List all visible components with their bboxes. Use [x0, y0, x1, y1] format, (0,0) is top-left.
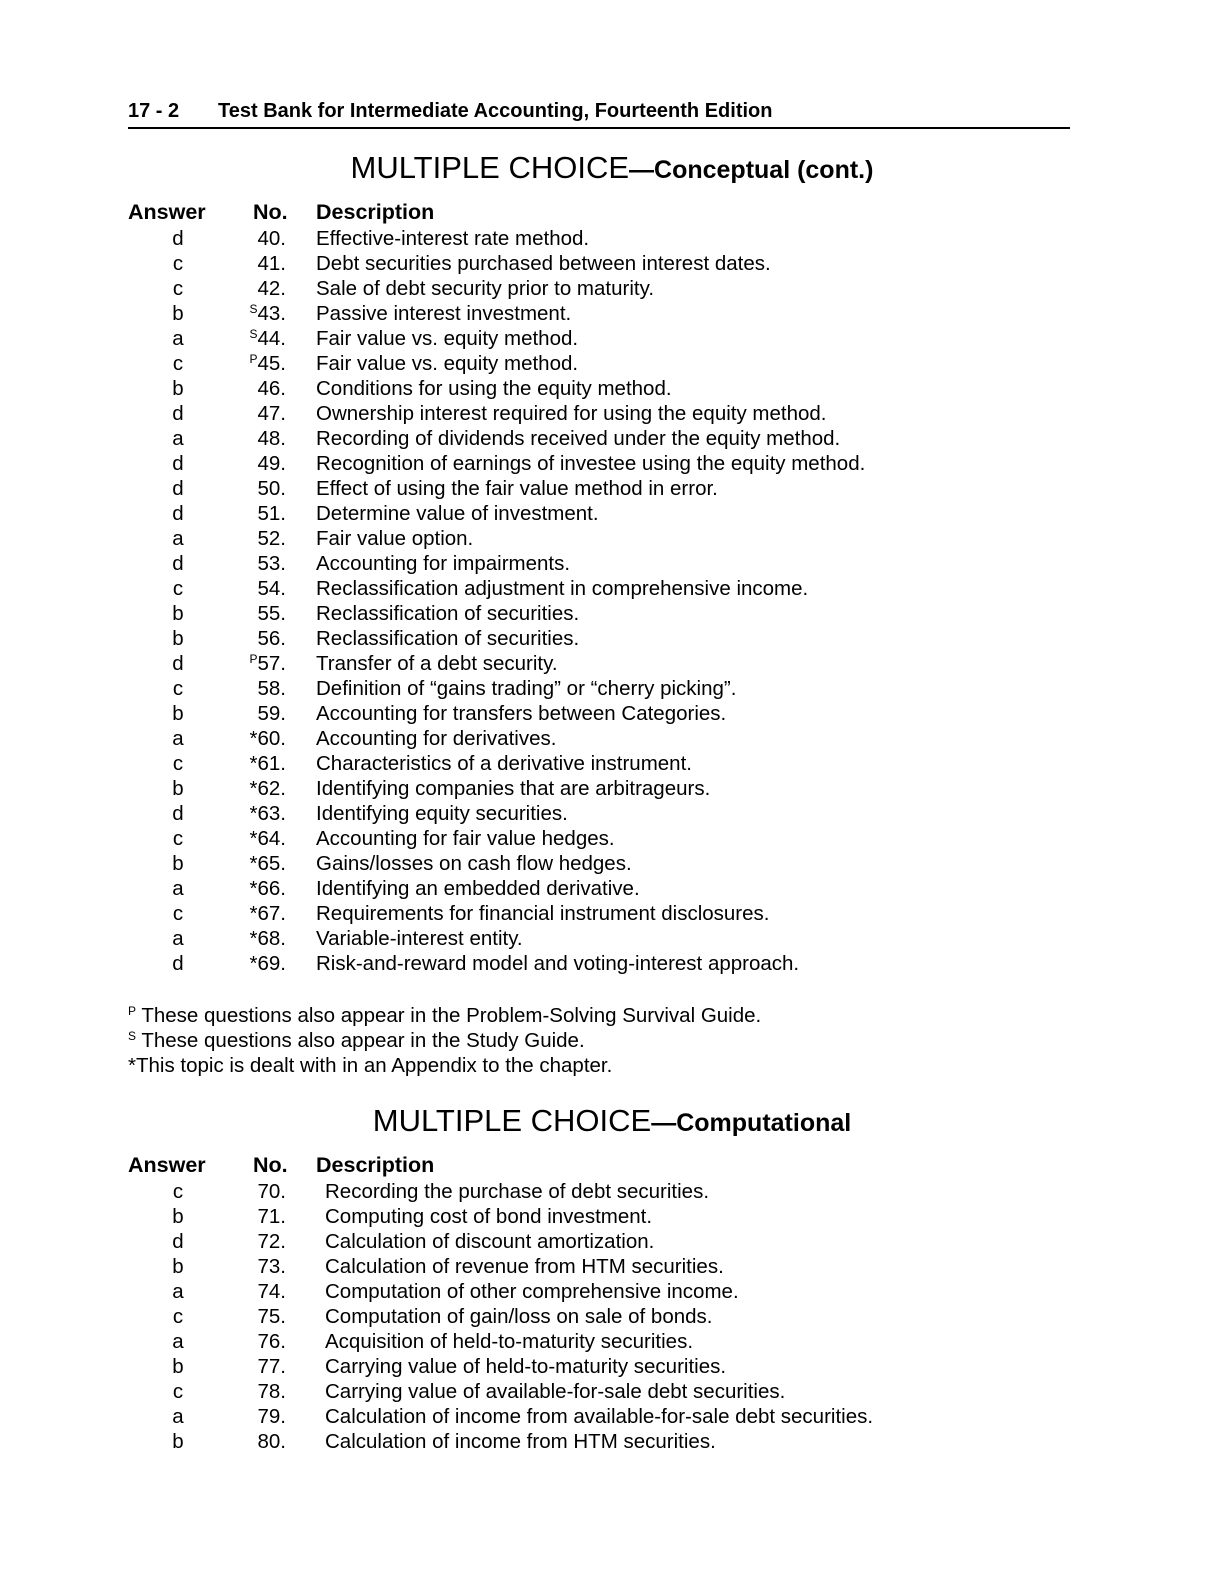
question-number-cell — [240, 801, 286, 826]
description-cell: Recognition of earnings of investee using the equity method. — [316, 452, 866, 475]
table-row — [0, 1404, 1224, 1429]
question-number-cell — [240, 926, 286, 951]
description-cell: Gains/losses on cash flow hedges. — [316, 852, 632, 875]
table-row — [0, 776, 1224, 801]
description-cell: Transfer of a debt security. — [316, 652, 558, 675]
answer-cell: c — [172, 1305, 184, 1328]
question-number: *66. — [249, 877, 286, 900]
description-cell: Carrying value of held-to-maturity securities. — [325, 1355, 727, 1378]
source-marker: P — [249, 652, 258, 666]
table-header-row — [0, 199, 1224, 226]
footnote-text: These questions also appear in the Problem-Solving Survival Guide. — [136, 1004, 762, 1027]
answer-cell: b — [172, 1355, 184, 1378]
answer-cell: a — [172, 727, 184, 750]
description-cell: Carrying value of available-for-sale debt securities. — [325, 1380, 786, 1403]
footnotes — [128, 1003, 761, 1078]
description-cell: Sale of debt security prior to maturity. — [316, 277, 655, 300]
question-number-cell — [240, 526, 286, 551]
description-cell: Identifying an embedded derivative. — [316, 877, 640, 900]
question-number: 47. — [257, 402, 286, 425]
description-cell: Characteristics of a derivative instrument. — [316, 752, 692, 775]
question-number: 55. — [257, 602, 286, 625]
question-number-cell — [240, 426, 286, 451]
question-number: 76. — [257, 1330, 286, 1353]
question-number: *68. — [249, 927, 286, 950]
table-row — [0, 926, 1224, 951]
description-cell: Reclassification of securities. — [316, 627, 580, 650]
description-cell: Identifying companies that are arbitrageurs. — [316, 777, 711, 800]
answer-cell: a — [172, 427, 184, 450]
book-title: Test Bank for Intermediate Accounting, Fourteenth Edition — [218, 100, 773, 122]
answer-column-header: Answer — [128, 200, 206, 224]
answer-cell: d — [172, 802, 184, 825]
section-title-main: MULTIPLE CHOICE — [372, 1103, 652, 1138]
table-row — [0, 351, 1224, 376]
table-row — [0, 226, 1224, 251]
description-cell: Reclassification adjustment in comprehensive income. — [316, 577, 809, 600]
table-row — [0, 276, 1224, 301]
answer-cell: d — [172, 502, 184, 525]
question-number: 59. — [257, 702, 286, 725]
question-number-cell — [240, 301, 286, 326]
description-cell: Ownership interest required for using the equity method. — [316, 402, 827, 425]
description-cell: Accounting for transfers between Categories. — [316, 702, 727, 725]
table-row — [0, 1429, 1224, 1454]
question-number-cell — [240, 1279, 286, 1304]
question-number: *60. — [249, 727, 286, 750]
computational-rows — [0, 1179, 1224, 1454]
answer-cell: a — [172, 1330, 184, 1353]
question-number-cell — [240, 1404, 286, 1429]
question-number-cell — [240, 1204, 286, 1229]
answer-cell: b — [172, 1430, 184, 1453]
question-number: *64. — [249, 827, 286, 850]
description-cell: Definition of “gains trading” or “cherry picking”. — [316, 677, 737, 700]
table-row — [0, 626, 1224, 651]
question-number: 40. — [257, 227, 286, 250]
question-number-cell — [240, 1254, 286, 1279]
answer-cell: c — [172, 1380, 184, 1403]
conceptual-table — [0, 199, 1224, 976]
answer-cell: c — [172, 277, 184, 300]
table-row — [0, 851, 1224, 876]
description-cell: Identifying equity securities. — [316, 802, 568, 825]
description-cell: Reclassification of securities. — [316, 602, 580, 625]
question-number-cell — [240, 1304, 286, 1329]
question-number-cell — [240, 626, 286, 651]
table-row — [0, 1304, 1224, 1329]
table-row — [0, 701, 1224, 726]
question-number-cell — [240, 701, 286, 726]
answer-cell: a — [172, 927, 184, 950]
table-row — [0, 751, 1224, 776]
page-header — [128, 98, 1070, 129]
table-row — [0, 951, 1224, 976]
table-row — [0, 801, 1224, 826]
question-number-cell — [240, 1179, 286, 1204]
table-row — [0, 1279, 1224, 1304]
question-number-cell — [240, 1329, 286, 1354]
table-header-row — [0, 1152, 1224, 1179]
question-number-cell — [240, 951, 286, 976]
source-marker: S — [249, 327, 258, 341]
answer-cell: a — [172, 527, 184, 550]
question-number: 41. — [257, 252, 286, 275]
table-row — [0, 726, 1224, 751]
question-number: 79. — [257, 1405, 286, 1428]
description-cell: Conditions for using the equity method. — [316, 377, 672, 400]
table-row — [0, 251, 1224, 276]
table-row — [0, 901, 1224, 926]
description-cell: Variable-interest entity. — [316, 927, 523, 950]
answer-cell: a — [172, 1280, 184, 1303]
question-number-cell — [240, 376, 286, 401]
computational-table — [0, 1152, 1224, 1454]
footnote — [128, 1028, 761, 1053]
question-number: 44. — [257, 327, 286, 350]
answer-cell: a — [172, 877, 184, 900]
number-column-header: No. — [253, 1153, 288, 1177]
answer-cell: c — [172, 352, 184, 375]
table-row — [0, 1379, 1224, 1404]
table-row — [0, 876, 1224, 901]
table-row — [0, 551, 1224, 576]
description-cell: Calculation of discount amortization. — [325, 1230, 655, 1253]
source-marker: P — [249, 352, 258, 366]
question-number: 50. — [257, 477, 286, 500]
question-number-cell — [240, 776, 286, 801]
description-cell: Passive interest investment. — [316, 302, 572, 325]
question-number: 73. — [257, 1255, 286, 1278]
question-number-cell — [240, 851, 286, 876]
description-cell: Computation of other comprehensive income. — [325, 1280, 739, 1303]
question-number-cell — [240, 476, 286, 501]
question-number-cell — [240, 351, 286, 376]
answer-cell: d — [172, 952, 184, 975]
question-number: 80. — [257, 1430, 286, 1453]
question-number-cell — [240, 1429, 286, 1454]
table-row — [0, 1179, 1224, 1204]
answer-cell: b — [172, 852, 184, 875]
answer-cell: a — [172, 1405, 184, 1428]
table-row — [0, 1229, 1224, 1254]
question-number: 56. — [257, 627, 286, 650]
table-row — [0, 576, 1224, 601]
answer-cell: c — [172, 577, 184, 600]
question-number: *69. — [249, 952, 286, 975]
answer-cell: d — [172, 227, 184, 250]
question-number: 43. — [257, 302, 286, 325]
description-cell: Recording the purchase of debt securities. — [325, 1180, 710, 1203]
section-title-main: MULTIPLE CHOICE — [350, 150, 630, 185]
question-number: 57. — [257, 652, 286, 675]
description-cell: Computing cost of bond investment. — [325, 1205, 653, 1228]
section-title-sub: —Conceptual (cont.) — [629, 156, 874, 184]
question-number: *65. — [249, 852, 286, 875]
question-number: 54. — [257, 577, 286, 600]
description-cell: Debt securities purchased between interest dates. — [316, 252, 771, 275]
question-number-cell — [240, 251, 286, 276]
section-title-sub: —Computational — [651, 1109, 852, 1137]
question-number-cell — [240, 601, 286, 626]
question-number: 71. — [257, 1205, 286, 1228]
answer-cell: b — [172, 777, 184, 800]
question-number: 49. — [257, 452, 286, 475]
description-cell: Accounting for derivatives. — [316, 727, 557, 750]
answer-cell: b — [172, 377, 184, 400]
question-number-cell — [240, 726, 286, 751]
question-number-cell — [240, 451, 286, 476]
answer-cell: b — [172, 1255, 184, 1278]
answer-cell: d — [172, 1230, 184, 1253]
table-row — [0, 501, 1224, 526]
question-number-cell — [240, 901, 286, 926]
description-cell: Requirements for financial instrument disclosures. — [316, 902, 770, 925]
footnote — [128, 1003, 761, 1028]
answer-cell: d — [172, 552, 184, 575]
footnote-text: These questions also appear in the Study Guide. — [136, 1029, 585, 1052]
page-number: 17 - 2 — [128, 100, 180, 122]
table-row — [0, 651, 1224, 676]
answer-cell: c — [172, 252, 184, 275]
answer-cell: c — [172, 902, 184, 925]
answer-cell: d — [172, 652, 184, 675]
answer-cell: b — [172, 302, 184, 325]
table-row — [0, 451, 1224, 476]
description-cell: Effective-interest rate method. — [316, 227, 590, 250]
table-row — [0, 401, 1224, 426]
question-number: 53. — [257, 552, 286, 575]
question-number: 45. — [257, 352, 286, 375]
answer-cell: d — [172, 477, 184, 500]
question-number-cell — [240, 401, 286, 426]
description-cell: Accounting for fair value hedges. — [316, 827, 615, 850]
description-cell: Computation of gain/loss on sale of bonds. — [325, 1305, 713, 1328]
answer-cell: d — [172, 402, 184, 425]
answer-cell: b — [172, 627, 184, 650]
table-row — [0, 301, 1224, 326]
section-title-conceptual — [0, 150, 1224, 186]
footnote-marker: S — [128, 1029, 137, 1043]
footnote-marker: P — [128, 1004, 137, 1018]
question-number: 70. — [257, 1180, 286, 1203]
question-number: 48. — [257, 427, 286, 450]
description-cell: Risk-and-reward model and voting-interest approach. — [316, 952, 800, 975]
question-number-cell — [240, 751, 286, 776]
question-number-cell — [240, 1229, 286, 1254]
answer-column-header: Answer — [128, 1153, 206, 1177]
description-column-header: Description — [316, 1153, 435, 1177]
number-column-header: No. — [253, 200, 288, 224]
footnote-text: *This topic is dealt with in an Appendix to the chapter. — [128, 1054, 613, 1077]
question-number: 72. — [257, 1230, 286, 1253]
answer-cell: c — [172, 752, 184, 775]
description-column-header: Description — [316, 200, 435, 224]
question-number-cell — [240, 1354, 286, 1379]
table-row — [0, 1254, 1224, 1279]
description-cell: Acquisition of held-to-maturity securities. — [325, 1330, 694, 1353]
description-cell: Calculation of revenue from HTM securities. — [325, 1255, 724, 1278]
question-number-cell — [240, 826, 286, 851]
table-row — [0, 826, 1224, 851]
question-number: 42. — [257, 277, 286, 300]
conceptual-rows — [0, 226, 1224, 976]
question-number-cell — [240, 326, 286, 351]
question-number-cell — [240, 676, 286, 701]
question-number-cell — [240, 651, 286, 676]
description-cell: Fair value vs. equity method. — [316, 352, 579, 375]
question-number-cell — [240, 876, 286, 901]
answer-cell: b — [172, 602, 184, 625]
question-number-cell — [240, 226, 286, 251]
description-cell: Effect of using the fair value method in error. — [316, 477, 718, 500]
table-row — [0, 1354, 1224, 1379]
table-row — [0, 1329, 1224, 1354]
question-number: *63. — [249, 802, 286, 825]
section-title-computational — [0, 1103, 1224, 1139]
question-number: 74. — [257, 1280, 286, 1303]
answer-cell: a — [172, 327, 184, 350]
table-row — [0, 676, 1224, 701]
table-row — [0, 1204, 1224, 1229]
question-number: 51. — [257, 502, 286, 525]
answer-cell: b — [172, 1205, 184, 1228]
question-number: 78. — [257, 1380, 286, 1403]
question-number: 58. — [257, 677, 286, 700]
answer-cell: c — [172, 677, 184, 700]
source-marker: S — [249, 302, 258, 316]
question-number-cell — [240, 276, 286, 301]
question-number: 52. — [257, 527, 286, 550]
table-row — [0, 426, 1224, 451]
question-number: 75. — [257, 1305, 286, 1328]
description-cell: Fair value vs. equity method. — [316, 327, 579, 350]
table-row — [0, 601, 1224, 626]
description-cell: Recording of dividends received under the equity method. — [316, 427, 841, 450]
question-number: *67. — [249, 902, 286, 925]
answer-cell: b — [172, 702, 184, 725]
question-number-cell — [240, 1379, 286, 1404]
answer-cell: c — [172, 827, 184, 850]
description-cell: Calculation of income from HTM securities. — [325, 1430, 716, 1453]
description-cell: Fair value option. — [316, 527, 474, 550]
answer-cell: c — [172, 1180, 184, 1203]
question-number-cell — [240, 551, 286, 576]
description-cell: Accounting for impairments. — [316, 552, 571, 575]
table-row — [0, 526, 1224, 551]
question-number: 46. — [257, 377, 286, 400]
table-row — [0, 326, 1224, 351]
question-number: *62. — [249, 777, 286, 800]
table-row — [0, 376, 1224, 401]
description-cell: Calculation of income from available-for-sale debt securities. — [325, 1405, 874, 1428]
footnote — [128, 1053, 761, 1078]
question-number-cell — [240, 501, 286, 526]
answer-cell: d — [172, 452, 184, 475]
question-number: *61. — [249, 752, 286, 775]
question-number: 77. — [257, 1355, 286, 1378]
question-number-cell — [240, 576, 286, 601]
table-row — [0, 476, 1224, 501]
description-cell: Determine value of investment. — [316, 502, 599, 525]
